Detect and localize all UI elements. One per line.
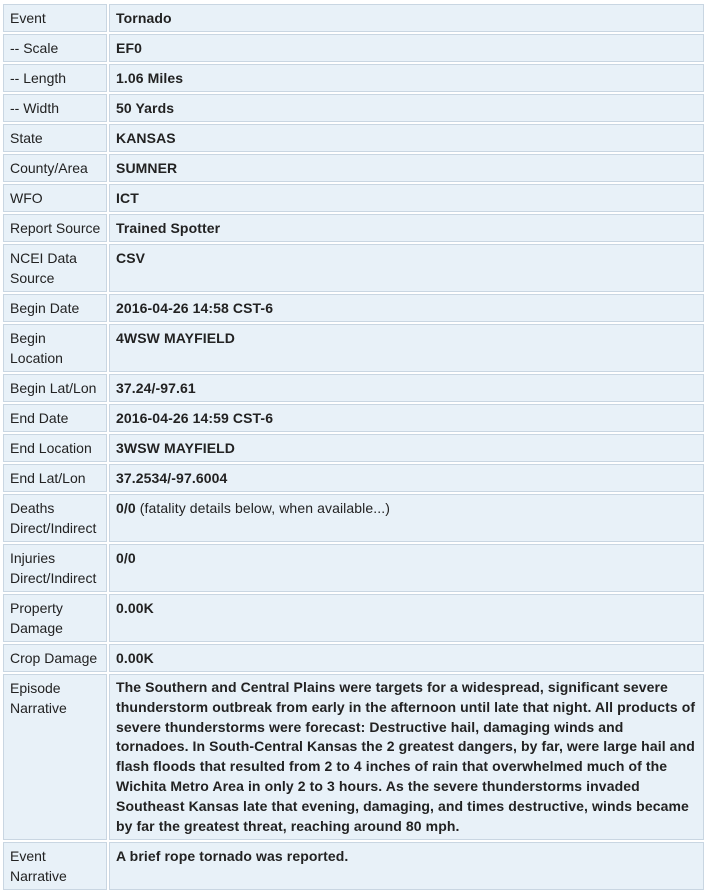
row-label: Begin Date [3, 294, 107, 322]
row-value: CSV [109, 244, 704, 292]
row-label: -- Scale [3, 34, 107, 62]
table-row-state [3, 124, 704, 152]
row-value: 2016-04-26 14:58 CST-6 [109, 294, 704, 322]
event-details-table [1, 2, 706, 892]
table-row-end-date [3, 404, 704, 432]
table-row-episode-narrative [3, 674, 704, 840]
episode-narrative-text: The Southern and Central Plains were targets for a widespread, significant severe thunderstorm outbreak from early in the afternoon until late that night. All products of severe thunderstorms were forecast: Destructive hail, damaging winds and tornadoes. In South-Central Kansas the 2 greatest dangers, by far, were large hail and flash floods that resulted from 2 to 4 inches of rain that overwhelmed much of the Wichita Metro Area in only 2 to 3 hours. As the severe thunderstorms invaded Southeast Kansas late that evening, damaging, and times destructive, winds became by far the greatest threat, reaching around 80 mph. [109, 674, 704, 840]
table-row-event [3, 4, 704, 32]
row-value: 2016-04-26 14:59 CST-6 [109, 404, 704, 432]
row-value: 4WSW MAYFIELD [109, 324, 704, 372]
row-value: EF0 [109, 34, 704, 62]
row-label: NCEI Data Source [3, 244, 107, 292]
row-label: State [3, 124, 107, 152]
row-value: 0.00K [109, 594, 704, 642]
row-value: 37.2534/-97.6004 [109, 464, 704, 492]
row-value: SUMNER [109, 154, 704, 182]
table-row-injuries [3, 544, 704, 592]
row-value: 1.06 Miles [109, 64, 704, 92]
row-label: End Location [3, 434, 107, 462]
row-label: Event Narrative [3, 842, 107, 890]
row-label: County/Area [3, 154, 107, 182]
row-label: End Lat/Lon [3, 464, 107, 492]
row-label: Deaths Direct/Indirect [3, 494, 107, 542]
table-row-ncei-source [3, 244, 704, 292]
row-value: 50 Yards [109, 94, 704, 122]
row-label: Episode Narrative [3, 674, 107, 840]
row-label: -- Length [3, 64, 107, 92]
event-narrative-text: A brief rope tornado was reported. [109, 842, 704, 890]
table-row-event-narrative [3, 842, 704, 890]
table-row-width [3, 94, 704, 122]
row-label: End Date [3, 404, 107, 432]
deaths-count: 0/0 [116, 500, 136, 516]
table-row-end-latlon [3, 464, 704, 492]
table-row-county [3, 154, 704, 182]
row-value: KANSAS [109, 124, 704, 152]
row-label: Begin Lat/Lon [3, 374, 107, 402]
table-row-begin-location [3, 324, 704, 372]
row-value: 3WSW MAYFIELD [109, 434, 704, 462]
row-label: Event [3, 4, 107, 32]
table-row-begin-latlon [3, 374, 704, 402]
table-row-length [3, 64, 704, 92]
row-value [109, 494, 704, 542]
row-label: WFO [3, 184, 107, 212]
table-row-property-damage [3, 594, 704, 642]
table-row-begin-date [3, 294, 704, 322]
table-row-end-location [3, 434, 704, 462]
row-label: -- Width [3, 94, 107, 122]
row-value: ICT [109, 184, 704, 212]
table-row-scale [3, 34, 704, 62]
row-label: Injuries Direct/Indirect [3, 544, 107, 592]
row-label: Crop Damage [3, 644, 107, 672]
row-value: 0.00K [109, 644, 704, 672]
row-value: 37.24/-97.61 [109, 374, 704, 402]
row-value: Trained Spotter [109, 214, 704, 242]
row-value: 0/0 [109, 544, 704, 592]
row-label: Property Damage [3, 594, 107, 642]
table-row-report-source [3, 214, 704, 242]
row-label: Report Source [3, 214, 107, 242]
row-label: Begin Location [3, 324, 107, 372]
table-row-deaths [3, 494, 704, 542]
fatality-note: (fatality details below, when available...) [139, 500, 390, 516]
table-row-wfo [3, 184, 704, 212]
table-row-crop-damage [3, 644, 704, 672]
row-value: Tornado [109, 4, 704, 32]
